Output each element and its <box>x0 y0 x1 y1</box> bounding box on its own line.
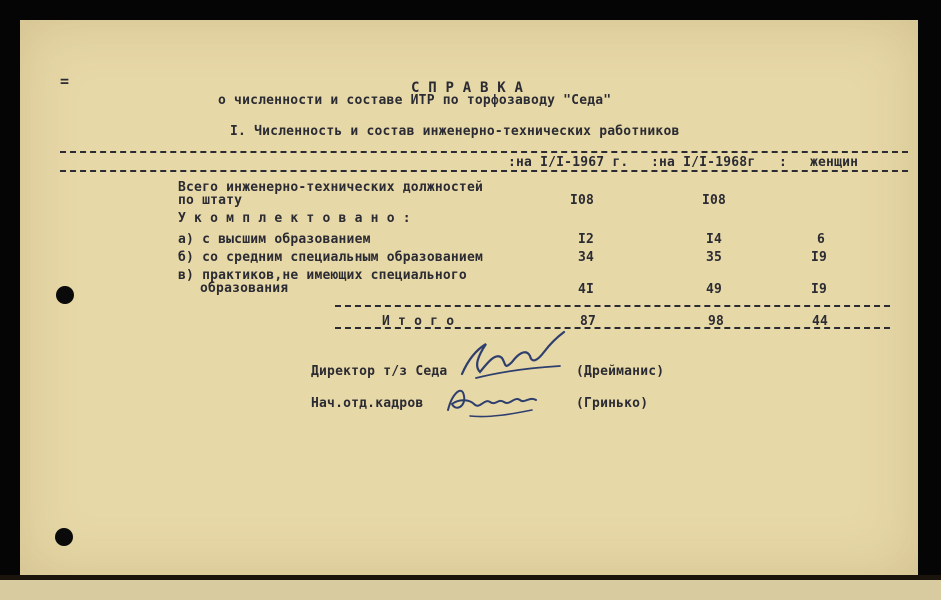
table-rule-top <box>60 151 908 153</box>
cell-1968: 35 <box>706 250 723 265</box>
header-separator: : <box>779 155 788 170</box>
total-women: 44 <box>812 314 829 329</box>
total-1967: 87 <box>580 314 597 329</box>
signature-name-director: (Дрейманис) <box>576 364 665 379</box>
document-subtitle: о численности и составе ИТР по торфозаводу "Седа" <box>218 93 612 108</box>
cell-1968: 49 <box>706 282 723 297</box>
cell-women: I9 <box>811 282 828 297</box>
header-women: женщин <box>810 155 859 170</box>
margin-mark: = <box>60 72 70 90</box>
total-rule <box>335 305 890 307</box>
total-label: И т о г о <box>382 314 455 329</box>
hr-signature-image <box>440 376 550 422</box>
header-1967: :на I/I-1967 г. <box>508 155 629 170</box>
signature-role-hr: Нач.отд.кадров <box>311 396 424 411</box>
header-1968: :на I/I-1968г <box>651 155 756 170</box>
total-1968: 98 <box>708 314 725 329</box>
signature-role-director: Директор т/з Седа <box>311 364 448 379</box>
row-label: б) со средним специальным образованием <box>178 250 484 265</box>
punch-hole <box>56 286 74 304</box>
punch-hole <box>55 528 73 546</box>
document-title: С П Р А В К А <box>411 80 524 96</box>
signature-name-hr: (Гринько) <box>576 396 649 411</box>
section-heading: I. Численность и состав инженерно-технических работников <box>230 124 680 139</box>
cell-1967: I2 <box>578 232 595 247</box>
row-label: в) практиков,не имеющих специального <box>178 268 467 283</box>
cell-women: 6 <box>817 232 826 247</box>
cell-1967: I08 <box>570 193 595 208</box>
row-label-cont: по штату <box>178 193 243 208</box>
cell-women: I9 <box>811 250 828 265</box>
cell-1968: I08 <box>702 193 727 208</box>
next-page-edge <box>0 580 941 600</box>
director-signature-image <box>456 322 576 384</box>
row-label-cont: образования <box>200 281 289 296</box>
row-label: а) с высшим образованием <box>178 232 371 247</box>
cell-1967: 34 <box>578 250 595 265</box>
cell-1967: 4I <box>578 282 595 297</box>
cell-1968: I4 <box>706 232 723 247</box>
row-label: У к о м п л е к т о в а н о : <box>178 211 411 226</box>
row-label: Всего инженерно-технических должностей <box>178 180 484 195</box>
table-rule-header <box>60 170 908 172</box>
